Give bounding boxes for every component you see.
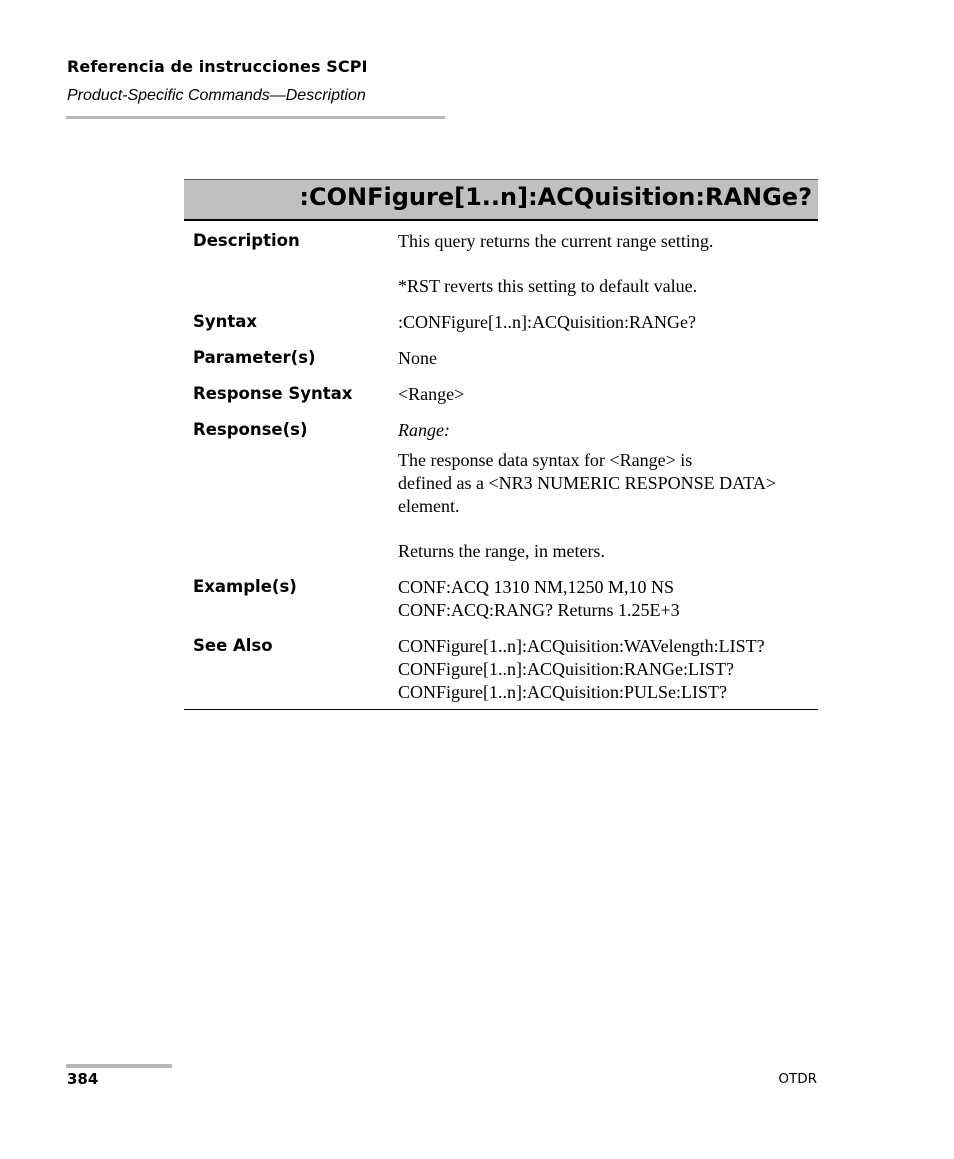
responses-name: Range: xyxy=(398,420,450,440)
description-line-1: This query returns the current range setting. xyxy=(398,231,714,251)
description-line-2: *RST reverts this setting to default value. xyxy=(398,276,698,296)
responses-line-1: The response data syntax for <Range> is xyxy=(398,450,693,470)
response-syntax-value: <Range> xyxy=(398,384,465,404)
syntax-label: Syntax xyxy=(193,312,258,331)
section-subtitle: Product-Specific Commands—Description xyxy=(67,87,366,104)
footer-divider xyxy=(66,1064,172,1068)
command-heading-box xyxy=(184,179,818,221)
see-also-line-1: CONFigure[1..n]:ACQuisition:WAVelength:LIST? xyxy=(398,636,765,656)
example-line-1: CONF:ACQ 1310 NM,1250 M,10 NS xyxy=(398,577,675,597)
page-number: 384 xyxy=(67,1070,99,1088)
responses-line-3: element. xyxy=(398,496,460,516)
header-divider xyxy=(66,116,445,119)
command-title: :CONFigure[1..n]:ACQuisition:RANGe? xyxy=(299,183,812,211)
table-bottom-rule xyxy=(184,709,818,710)
response-syntax-label: Response Syntax xyxy=(193,384,353,403)
description-label: Description xyxy=(193,231,300,250)
see-also-label: See Also xyxy=(193,636,273,655)
see-also-line-2: CONFigure[1..n]:ACQuisition:RANGe:LIST? xyxy=(398,659,734,679)
syntax-value: :CONFigure[1..n]:ACQuisition:RANGe? xyxy=(398,312,696,332)
examples-label: Example(s) xyxy=(193,577,297,596)
see-also-line-3: CONFigure[1..n]:ACQuisition:PULSe:LIST? xyxy=(398,682,727,702)
responses-line-2: defined as a <NR3 NUMERIC RESPONSE DATA> xyxy=(398,473,776,493)
product-name: OTDR xyxy=(778,1071,817,1087)
responses-line-4: Returns the range, in meters. xyxy=(398,541,605,561)
section-title: Referencia de instrucciones SCPI xyxy=(67,57,368,76)
parameters-label: Parameter(s) xyxy=(193,348,316,367)
responses-label: Response(s) xyxy=(193,420,308,439)
parameters-value: None xyxy=(398,348,437,368)
example-line-2: CONF:ACQ:RANG? Returns 1.25E+3 xyxy=(398,600,680,620)
